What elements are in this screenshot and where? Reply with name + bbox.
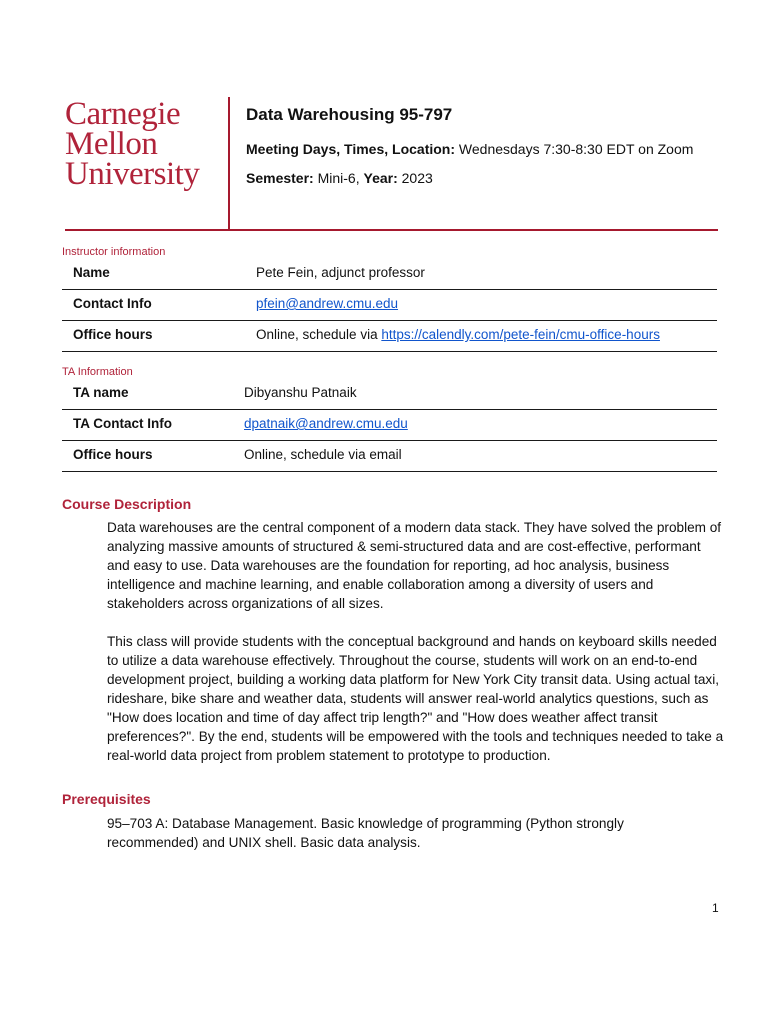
ta-email-link[interactable]: dpatnaik@andrew.cmu.edu xyxy=(244,416,408,431)
year-label: Year: xyxy=(363,170,398,186)
table-row xyxy=(62,290,717,321)
header-bottom-divider xyxy=(65,229,718,231)
ta-table xyxy=(62,379,717,472)
row-key: Contact Info xyxy=(73,296,152,311)
instructor-email-link[interactable]: pfein@andrew.cmu.edu xyxy=(256,296,399,311)
course-title: Data Warehousing 95-797 xyxy=(246,105,453,124)
table-row xyxy=(62,259,717,290)
course-description-paragraph-1: Data warehouses are the central component of a modern data stack. They have solved the problem of analyzing massive amounts of structured & semi-structured data and are cost-effective, performant and easy to use. Data warehouses are the foundation for reporting, ad hoc analysis, business intelligence and machine learning, and enable collaboration among a diversity of users and stakeholders across organizations of all sizes. xyxy=(107,520,722,611)
course-description-paragraph-2: This class will provide students with the conceptual background and hands on keyboard skills needed to utilize a data warehouse effectively. Throughout the course, students will work on an end-to-end development project, building a working data platform for New York City transit data. Using actual taxi, rideshare, bike share and weather data, students will answer real-world analytics questions, such as "How does location and time of day affect trip length?" and "How does weather affect transit preferences?". By the end, students will be empowered with the tools and techniques needed to take a real-world data project from problem statement to prototype to production. xyxy=(107,634,724,763)
prerequisites-body xyxy=(107,814,667,852)
ta-office-hours: Online, schedule via email xyxy=(244,447,402,462)
semester-label: Semester: xyxy=(246,170,314,186)
logo-line-mellon: Mellon xyxy=(65,126,158,162)
meeting-line xyxy=(246,141,693,157)
course-description-body xyxy=(107,518,725,765)
semester-value: Mini-6 xyxy=(317,170,356,186)
cmu-logo xyxy=(65,96,200,192)
header-vertical-divider xyxy=(228,97,230,230)
row-key: Office hours xyxy=(73,327,153,342)
instructor-heading: Instructor information xyxy=(62,246,166,258)
ta-heading: TA Information xyxy=(62,366,133,378)
table-row xyxy=(62,410,717,441)
semester-line: Semester: Mini-6, Year: 2023 xyxy=(246,170,433,186)
instructor-name: Pete Fein, adjunct professor xyxy=(256,265,425,280)
logo-line-carnegie: Carnegie xyxy=(65,96,181,132)
course-description-heading: Course Description xyxy=(62,496,192,512)
table-row xyxy=(62,379,717,410)
row-key: Office hours xyxy=(73,447,153,462)
prerequisites-text: 95–703 A: Database Management. Basic knowledge of programming (Python strongly recommended) and UNIX shell. Basic data analysis. xyxy=(107,816,624,850)
ta-name: Dibyanshu Patnaik xyxy=(244,385,357,400)
meeting-value: Wednesdays 7:30-8:30 EDT on Zoom xyxy=(458,141,694,157)
table-row xyxy=(62,441,717,472)
row-key: TA name xyxy=(73,385,129,400)
meeting-label: Meeting Days, Times, Location: xyxy=(246,141,456,157)
calendly-link[interactable]: https://calendly.com/pete-fein/cmu-office-hours xyxy=(381,327,660,342)
prerequisites-heading: Prerequisites xyxy=(62,791,151,807)
page-number: 1 xyxy=(712,901,719,915)
instructor-table xyxy=(62,259,717,352)
office-hours-prefix: Online, schedule via xyxy=(256,327,382,342)
row-key: Name xyxy=(73,265,110,280)
logo-line-university: University xyxy=(65,156,200,192)
row-key: TA Contact Info xyxy=(73,416,172,431)
table-row xyxy=(62,321,717,352)
office-hours-value xyxy=(256,327,660,342)
year-value: 2023 xyxy=(401,170,433,186)
